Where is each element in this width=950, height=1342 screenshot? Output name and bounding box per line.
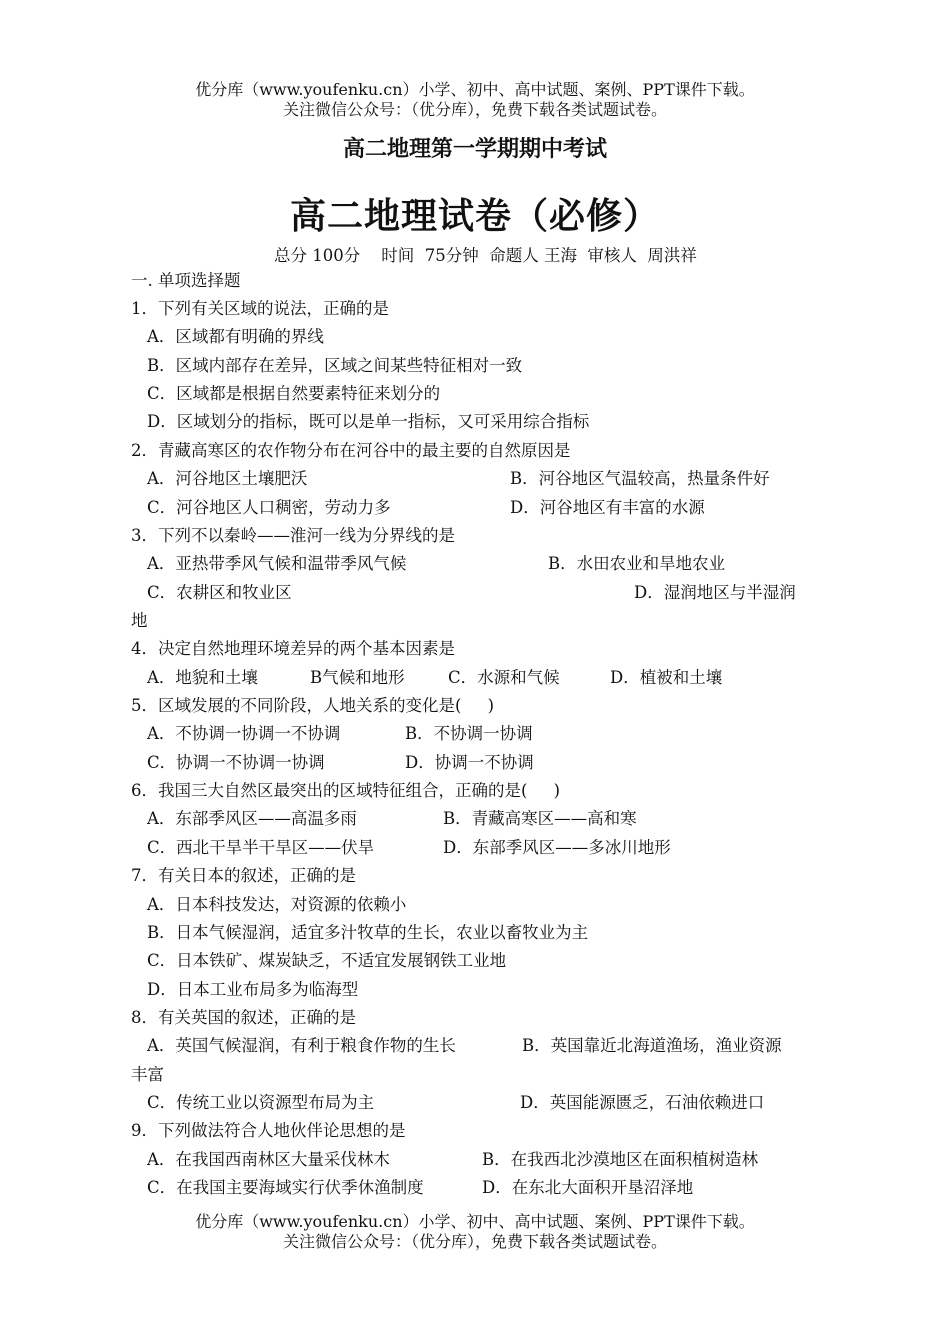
option: C．河谷地区人口稠密，劳动力多 bbox=[147, 498, 391, 517]
option: B．在我西北沙漠地区在面积植树造林 bbox=[482, 1150, 759, 1169]
watermark-bottom-line2: 关注微信公众号：（优分库），免费下载各类试题试卷。 bbox=[282, 1232, 667, 1251]
option-wrap: 地 bbox=[131, 611, 148, 630]
option: D．湿润地区与半湿润 bbox=[634, 583, 796, 602]
option: D．河谷地区有丰富的水源 bbox=[510, 498, 705, 517]
option: D．在东北大面积开垦沼泽地 bbox=[482, 1178, 694, 1197]
option: A．在我国西南林区大量采伐林木 bbox=[147, 1150, 390, 1169]
option: D．日本工业布局多为临海型 bbox=[147, 980, 359, 999]
option: C．传统工业以资源型布局为主 bbox=[147, 1093, 375, 1112]
watermark-top-line2: 关注微信公众号：（优分库），免费下载各类试题试卷。 bbox=[282, 100, 667, 119]
option: B．河谷地区气温较高，热量条件好 bbox=[510, 469, 770, 488]
question-stem: 2．青藏高寒区的农作物分布在河谷中的最主要的自然原因是 bbox=[131, 441, 571, 460]
option: C．西北干旱半干旱区——伏旱 bbox=[147, 838, 375, 857]
question-stem: 6．我国三大自然区最突出的区域特征组合，正确的是( ) bbox=[131, 781, 561, 800]
option: B．区域内部存在差异，区域之间某些特征相对一致 bbox=[147, 356, 523, 375]
watermark-bottom-line1: 优分库（www.youfenku.cn）小学、初中、高中试题、案例、PPT课件下载。 bbox=[195, 1212, 755, 1231]
option: D．东部季风区——多冰川地形 bbox=[443, 838, 671, 857]
option: D．植被和土壤 bbox=[610, 668, 723, 687]
option: C．日本铁矿、煤炭缺乏，不适宜发展钢铁工业地 bbox=[147, 951, 507, 970]
question-stem: 3．下列不以秦岭——淮河一线为分界线的是 bbox=[131, 526, 455, 545]
option: A．亚热带季风气候和温带季风气候 bbox=[147, 554, 407, 573]
option: A．区域都有明确的界线 bbox=[147, 327, 324, 346]
option: B气候和地形 bbox=[310, 668, 405, 687]
option: C．农耕区和牧业区 bbox=[147, 583, 292, 602]
option: C．协调一不协调一协调 bbox=[147, 753, 325, 772]
option: B．日本气候湿润，适宜多汁牧草的生长，农业以畜牧业为主 bbox=[147, 923, 589, 942]
question-stem: 8．有关英国的叙述，正确的是 bbox=[131, 1008, 356, 1027]
option: B．青藏高寒区——高和寒 bbox=[443, 809, 637, 828]
option: C．水源和气候 bbox=[448, 668, 560, 687]
option: A．地貌和土壤 bbox=[147, 668, 258, 687]
option: B．不协调一协调 bbox=[405, 724, 533, 743]
option: C．在我国主要海域实行伏季休渔制度 bbox=[147, 1178, 424, 1197]
option: D．英国能源匮乏，石油依赖进口 bbox=[520, 1093, 765, 1112]
option: A．东部季风区——高温多雨 bbox=[147, 809, 357, 828]
section-heading: 一. 单项选择题 bbox=[131, 271, 241, 290]
question-stem: 9．下列做法符合人地伙伴论思想的是 bbox=[131, 1121, 406, 1140]
option: A．河谷地区土壤肥沃 bbox=[147, 469, 308, 488]
watermark-top-line1: 优分库（www.youfenku.cn）小学、初中、高中试题、案例、PPT课件下载。 bbox=[195, 80, 755, 99]
option-wrap: 丰富 bbox=[131, 1065, 164, 1084]
question-stem: 5．区域发展的不同阶段，人地关系的变化是( ) bbox=[131, 696, 495, 715]
option: C．区域都是根据自然要素特征来划分的 bbox=[147, 384, 441, 403]
paper-meta: 总分 100分 时间 75分钟 命题人 王海 审核人 周洪祥 bbox=[274, 246, 697, 265]
question-stem: 7．有关日本的叙述，正确的是 bbox=[131, 866, 356, 885]
question-stem: 1．下列有关区域的说法，正确的是 bbox=[131, 299, 389, 318]
option: B．水田农业和旱地农业 bbox=[548, 554, 726, 573]
exam-name: 高二地理第一学期期中考试 bbox=[342, 137, 607, 162]
option: D．区域划分的指标，既可以是单一指标，又可采用综合指标 bbox=[147, 412, 590, 431]
option: D．协调一不协调 bbox=[405, 753, 534, 772]
option: A．日本科技发达，对资源的依赖小 bbox=[147, 895, 407, 914]
option: A．英国气候湿润，有利于粮食作物的生长 bbox=[147, 1036, 456, 1055]
paper-title: 高二地理试卷（必修） bbox=[289, 196, 660, 237]
option: B．英国靠近北海道渔场，渔业资源 bbox=[522, 1036, 782, 1055]
option: A．不协调一协调一不协调 bbox=[147, 724, 341, 743]
question-stem: 4．决定自然地理环境差异的两个基本因素是 bbox=[131, 639, 455, 658]
